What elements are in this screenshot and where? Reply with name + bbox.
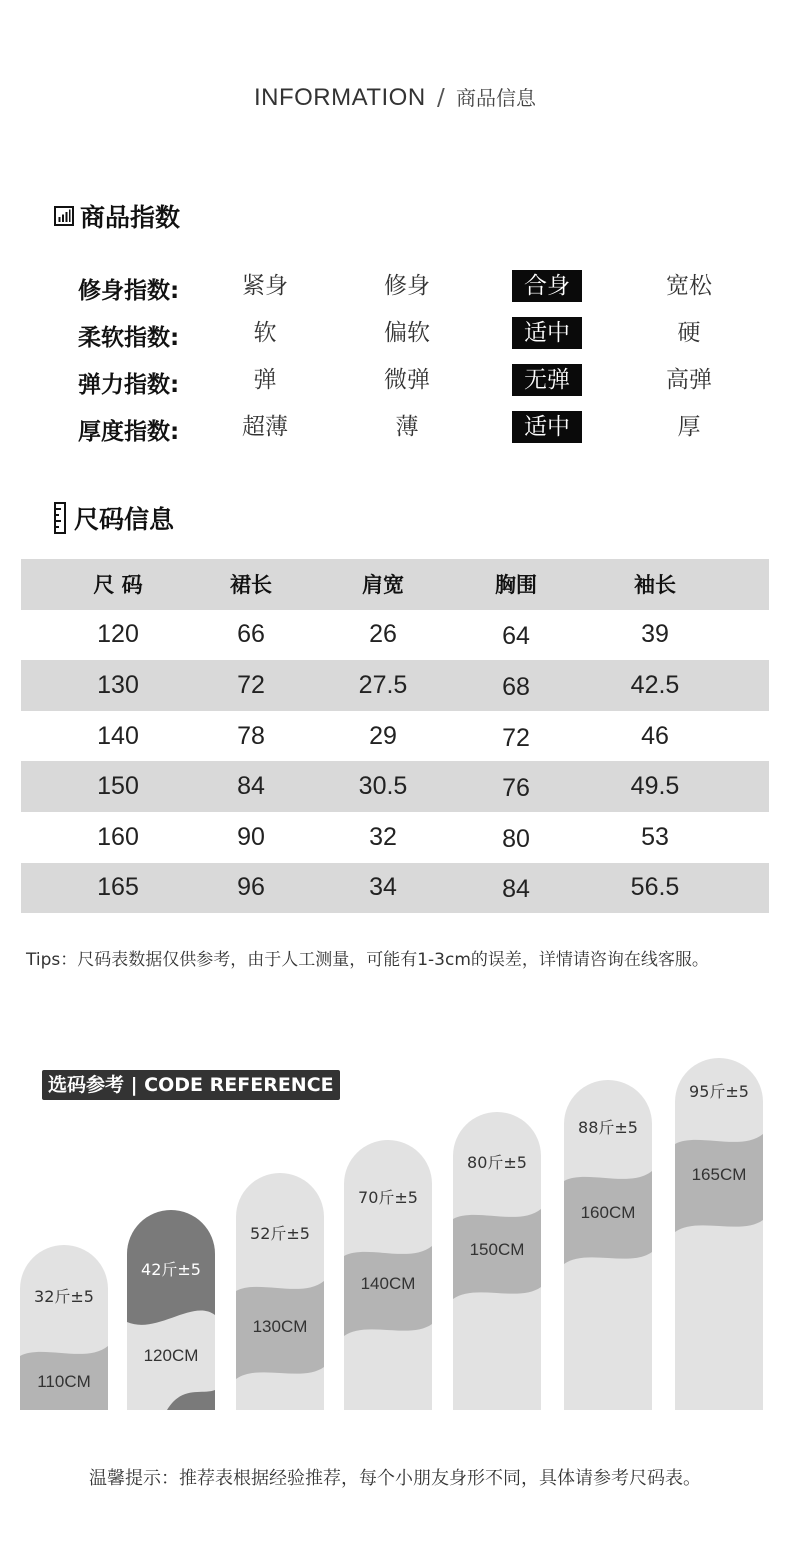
size-info-title bbox=[54, 500, 174, 536]
table-row bbox=[21, 812, 769, 863]
table-cell: 34 bbox=[369, 873, 397, 902]
capsule-size-label: 130CM bbox=[252, 1317, 308, 1336]
capsule-weight-label: 80斤±5 bbox=[467, 1153, 527, 1172]
size-capsule bbox=[20, 1245, 108, 1420]
table-row bbox=[21, 863, 769, 914]
table-cell: 90 bbox=[237, 822, 265, 851]
header-separator: / bbox=[436, 85, 445, 111]
table-cell: 80 bbox=[502, 824, 530, 853]
table-header-cell: 胸围 bbox=[495, 573, 537, 598]
capsule-size-label: 165CM bbox=[691, 1165, 747, 1184]
index-row-label: 弹力指数: bbox=[78, 372, 180, 398]
index-option: 弹 bbox=[253, 367, 277, 393]
index-row bbox=[0, 268, 790, 304]
table-row bbox=[21, 761, 769, 812]
index-row-label: 柔软指数: bbox=[78, 325, 180, 351]
table-header-cell: 肩宽 bbox=[362, 573, 404, 598]
table-header-row bbox=[21, 559, 769, 610]
index-option-selected: 无弹 bbox=[512, 364, 582, 396]
index-option: 紧身 bbox=[242, 273, 288, 299]
table-cell: 66 bbox=[237, 620, 265, 649]
code-reference-tag: 选码参考 | CODE REFERENCE bbox=[42, 1070, 340, 1100]
product-index-title bbox=[54, 198, 180, 234]
capsule-size-label: 120CM bbox=[143, 1346, 199, 1365]
size-info-title-text: 尺码信息 bbox=[74, 505, 175, 534]
table-cell: 96 bbox=[237, 873, 265, 902]
table-cell: 72 bbox=[237, 670, 265, 699]
index-option: 高弹 bbox=[666, 367, 712, 393]
capsule-weight-label: 88斤±5 bbox=[578, 1118, 638, 1137]
capsule-weight-label: 52斤±5 bbox=[250, 1224, 310, 1243]
capsule-weight-label: 95斤±5 bbox=[689, 1082, 749, 1101]
bar-chart-icon bbox=[54, 206, 74, 226]
size-capsule bbox=[453, 1112, 541, 1410]
table-header-cell: 尺 码 bbox=[93, 573, 143, 598]
product-index-title-text: 商品指数 bbox=[80, 203, 181, 232]
table-cell: 39 bbox=[641, 620, 669, 649]
tips-text: Tips：尺码表数据仅供参考，由于人工测量，可能有1-3cm的误差，详情请咨询在线客服。 bbox=[26, 950, 709, 970]
table-cell: 29 bbox=[369, 721, 397, 750]
table-cell: 140 bbox=[97, 721, 139, 750]
table-cell: 84 bbox=[502, 875, 530, 904]
index-row bbox=[0, 315, 790, 351]
table-cell: 160 bbox=[97, 822, 139, 851]
table-cell: 76 bbox=[502, 774, 530, 803]
size-capsule bbox=[675, 1058, 763, 1410]
index-option: 超薄 bbox=[242, 414, 288, 440]
table-header-cell: 裙长 bbox=[230, 573, 272, 598]
table-cell: 49.5 bbox=[630, 772, 680, 801]
capsule-size-label: 110CM bbox=[37, 1372, 91, 1391]
table-cell: 120 bbox=[97, 620, 139, 649]
index-option: 薄 bbox=[395, 414, 419, 440]
table-cell: 150 bbox=[97, 772, 139, 801]
size-capsule bbox=[344, 1140, 432, 1410]
index-option: 微弹 bbox=[384, 367, 430, 393]
bottom-note: 温馨提示：推荐表根据经验推荐，每个小朋友身形不同，具体请参考尺码表。 bbox=[89, 1468, 701, 1489]
header-title-en: INFORMATION bbox=[253, 84, 426, 111]
capsule-body bbox=[675, 1058, 763, 1410]
index-option-selected: 适中 bbox=[512, 411, 582, 443]
table-cell: 165 bbox=[97, 873, 139, 902]
table-cell: 84 bbox=[237, 772, 265, 801]
index-option: 宽松 bbox=[666, 273, 712, 299]
index-row-label: 修身指数: bbox=[78, 278, 180, 304]
capsule-size-label: 160CM bbox=[580, 1203, 636, 1222]
table-cell: 32 bbox=[369, 822, 397, 851]
index-row-label: 厚度指数: bbox=[78, 419, 180, 445]
index-option: 偏软 bbox=[384, 320, 430, 346]
table-cell: 64 bbox=[502, 622, 530, 651]
index-option-selected: 适中 bbox=[512, 317, 582, 349]
size-capsule bbox=[564, 1080, 652, 1410]
capsule-weight-label: 70斤±5 bbox=[358, 1188, 418, 1207]
table-cell: 27.5 bbox=[358, 670, 408, 699]
ruler-icon bbox=[54, 502, 68, 534]
table-cell: 56.5 bbox=[630, 873, 680, 902]
capsule-weight-label: 42斤±5 bbox=[141, 1260, 201, 1279]
index-option-selected: 合身 bbox=[512, 270, 582, 302]
table-cell: 72 bbox=[502, 723, 530, 752]
index-row bbox=[0, 409, 790, 445]
table-cell: 130 bbox=[97, 670, 139, 699]
size-table bbox=[21, 559, 769, 913]
size-capsule bbox=[236, 1173, 324, 1410]
table-cell: 46 bbox=[641, 721, 669, 750]
capsule-size-label: 140CM bbox=[360, 1274, 416, 1293]
index-option: 软 bbox=[253, 320, 277, 346]
index-option: 厚 bbox=[677, 414, 701, 440]
table-header-cell: 袖长 bbox=[634, 573, 676, 598]
table-cell: 30.5 bbox=[358, 772, 408, 801]
table-row bbox=[21, 610, 769, 661]
table-row bbox=[21, 711, 769, 762]
table-cell: 68 bbox=[502, 672, 530, 701]
capsule-weight-label: 32斤±5 bbox=[34, 1287, 94, 1306]
page-header bbox=[0, 82, 790, 112]
index-option: 修身 bbox=[384, 273, 430, 299]
index-row bbox=[0, 362, 790, 398]
table-cell: 78 bbox=[237, 721, 265, 750]
capsule-size-label: 150CM bbox=[469, 1240, 525, 1259]
header-title-cn: 商品信息 bbox=[456, 86, 537, 110]
size-capsule bbox=[127, 1210, 215, 1410]
index-option: 硬 bbox=[677, 320, 701, 346]
table-cell: 26 bbox=[369, 620, 397, 649]
table-row bbox=[21, 660, 769, 711]
table-cell: 53 bbox=[641, 822, 669, 851]
table-cell: 42.5 bbox=[630, 670, 680, 699]
